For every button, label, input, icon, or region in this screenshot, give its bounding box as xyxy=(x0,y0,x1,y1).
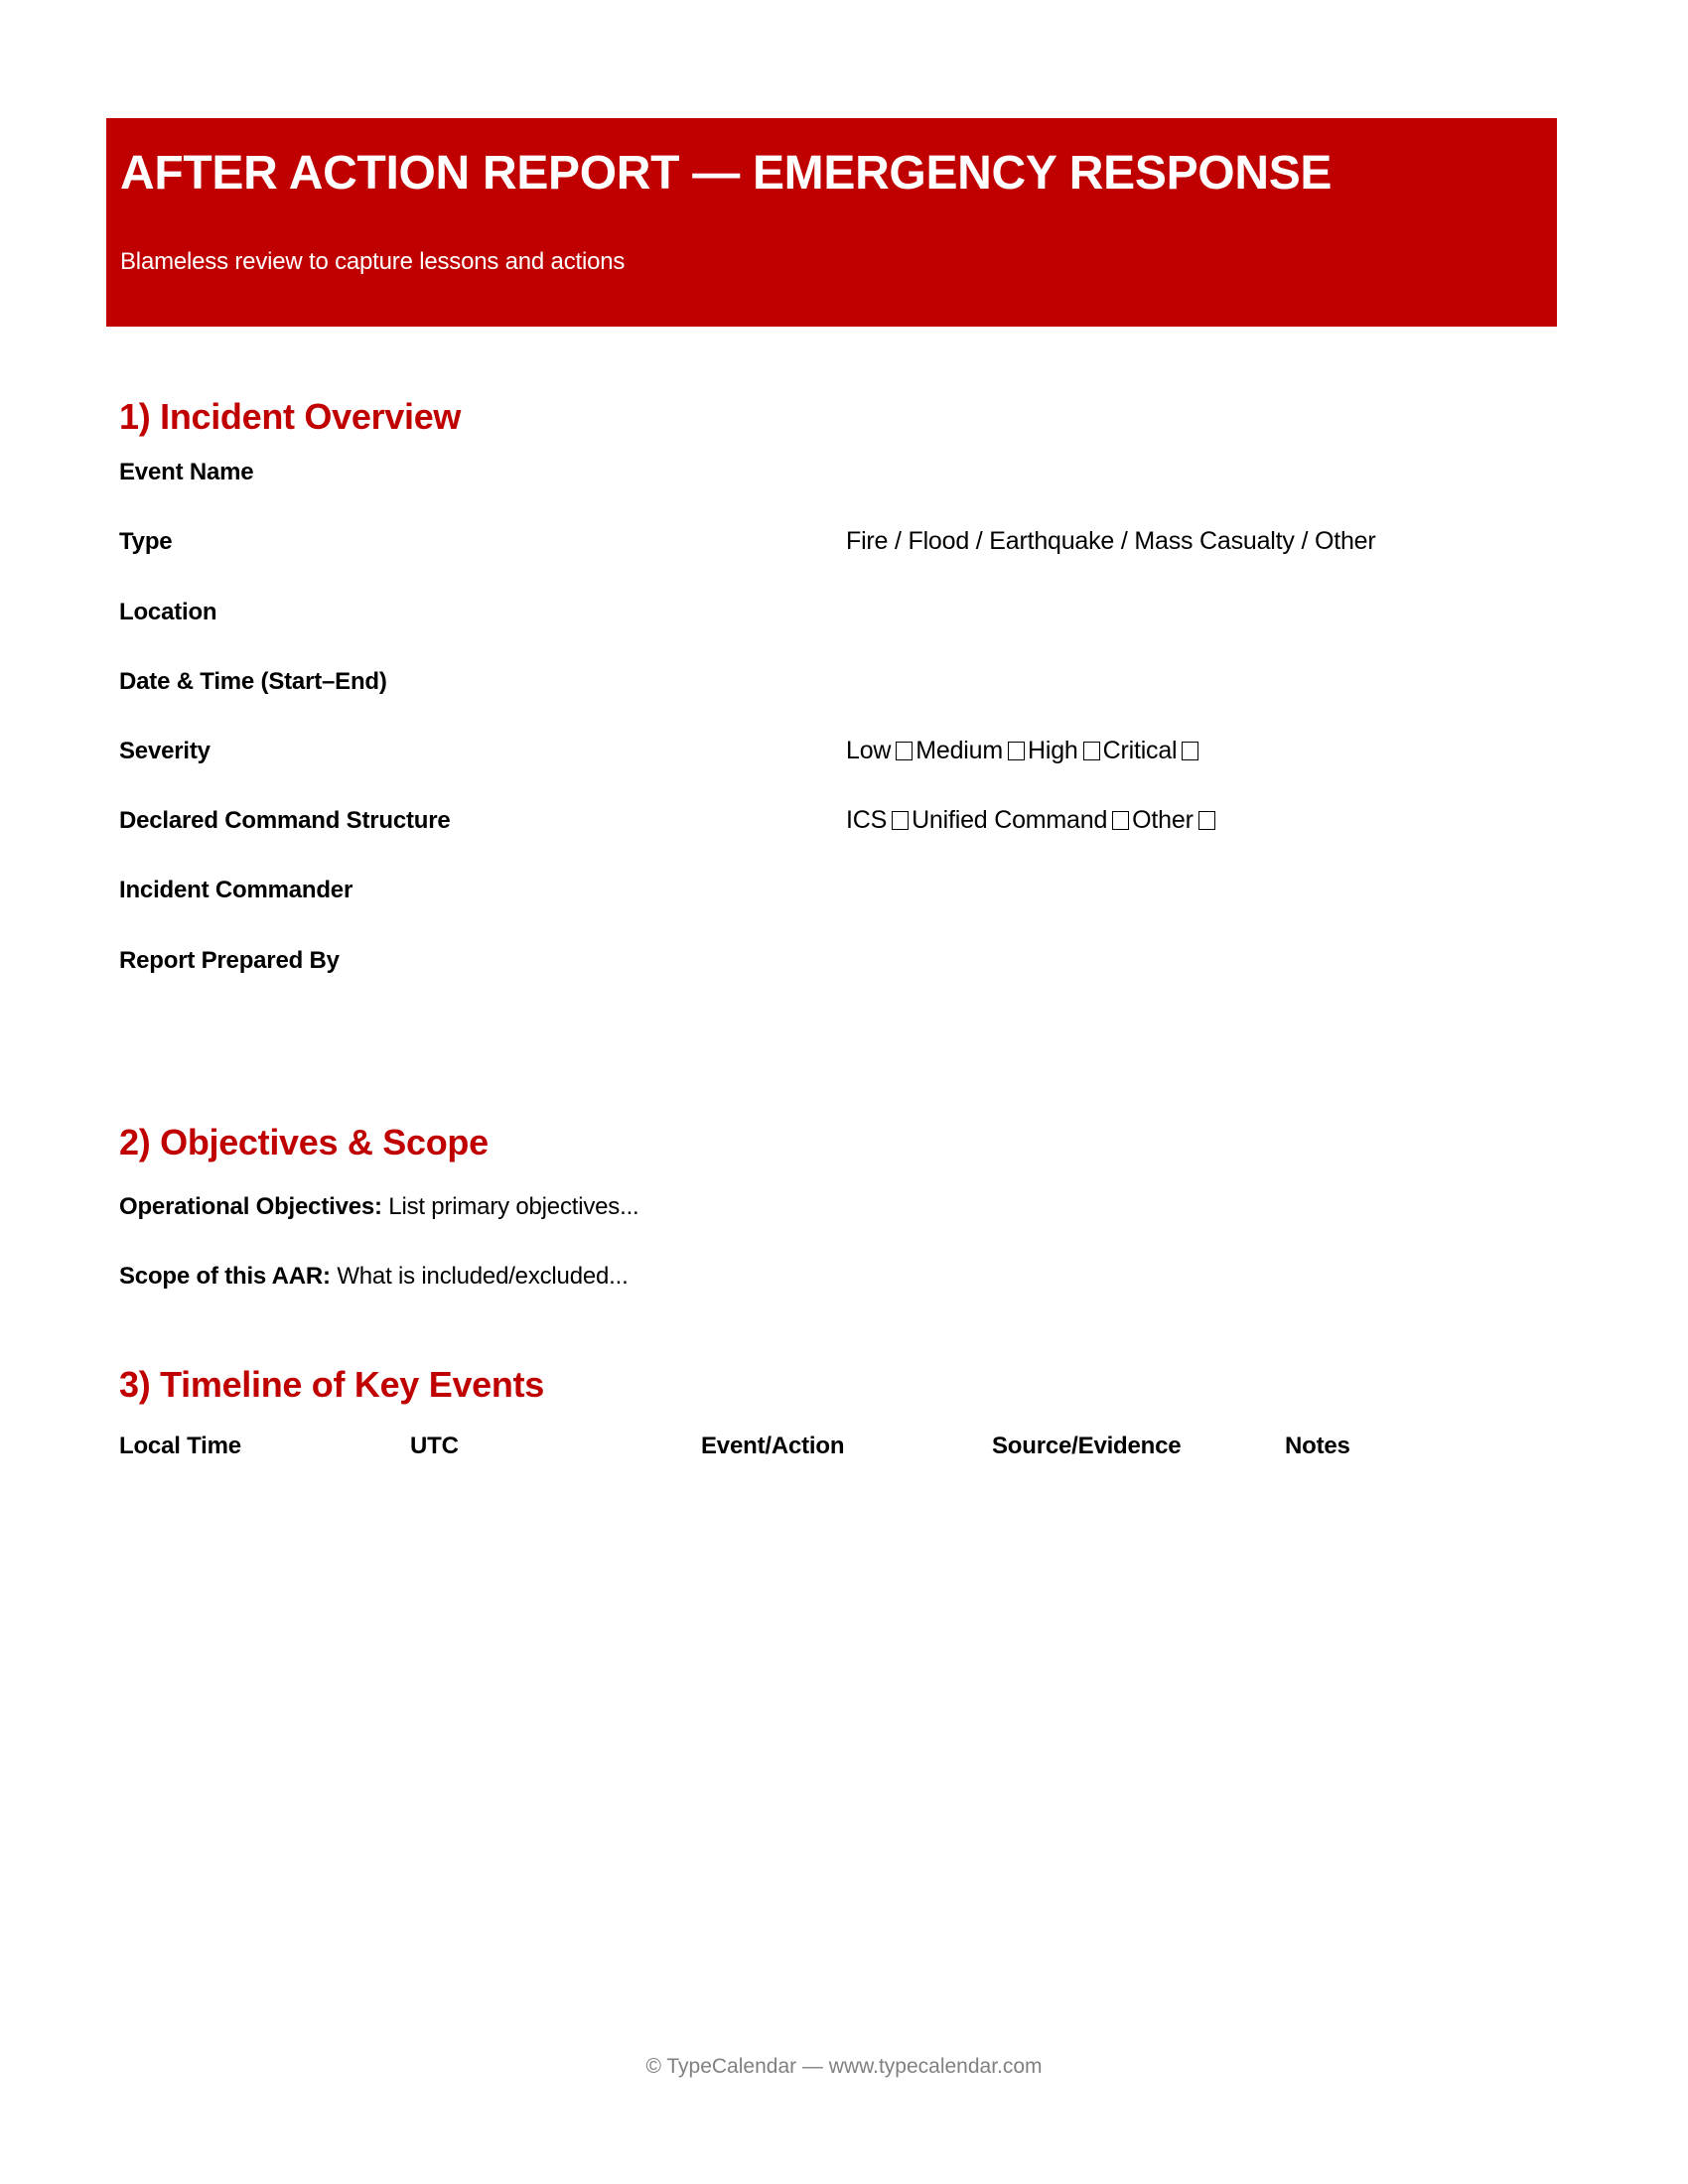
scope-line xyxy=(119,1263,629,1291)
field-label-incident-commander: Incident Commander xyxy=(119,877,353,903)
severity-low-checkbox[interactable] xyxy=(896,742,913,760)
operational-objectives-line xyxy=(119,1193,639,1221)
field-label-type: Type xyxy=(119,528,173,555)
command-option-ics-label: ICS xyxy=(846,806,888,834)
command-ics-checkbox[interactable] xyxy=(892,811,909,830)
operational-objectives-text[interactable]: List primary objectives... xyxy=(381,1193,639,1220)
report-subtitle: Blameless review to capture lessons and actions xyxy=(120,248,626,275)
field-label-date-time: Date & Time (Start–End) xyxy=(119,668,387,695)
command-unified-checkbox[interactable] xyxy=(1112,811,1129,830)
field-label-location: Location xyxy=(119,599,217,625)
timeline-col-local-time: Local Time xyxy=(119,1433,241,1459)
severity-option-high-label: High xyxy=(1027,737,1078,764)
report-title: AFTER ACTION REPORT — EMERGENCY RESPONSE xyxy=(120,147,1333,200)
timeline-col-notes: Notes xyxy=(1285,1433,1350,1459)
command-other-checkbox[interactable] xyxy=(1198,811,1215,830)
page-footer-copyright: © TypeCalendar — www.typecalendar.com xyxy=(645,2055,1043,2078)
command-structure-options xyxy=(846,806,1218,835)
field-label-event-name: Event Name xyxy=(119,459,254,485)
section-heading-timeline: 3) Timeline of Key Events xyxy=(119,1364,544,1405)
field-label-report-prepared-by: Report Prepared By xyxy=(119,947,340,974)
scope-text[interactable]: What is included/excluded... xyxy=(330,1263,629,1290)
severity-medium-checkbox[interactable] xyxy=(1008,742,1025,760)
timeline-col-event-action: Event/Action xyxy=(701,1433,845,1459)
severity-option-critical-label: Critical xyxy=(1102,737,1178,764)
timeline-col-utc: UTC xyxy=(410,1433,459,1459)
command-option-unified-label: Unified Command xyxy=(912,806,1108,834)
operational-objectives-label: Operational Objectives: xyxy=(119,1193,382,1220)
scope-label: Scope of this AAR: xyxy=(119,1263,331,1290)
severity-options xyxy=(846,737,1201,765)
severity-option-low-label: Low xyxy=(846,737,892,764)
section-heading-incident-overview: 1) Incident Overview xyxy=(119,396,462,437)
report-header-banner xyxy=(106,118,1557,327)
severity-critical-checkbox[interactable] xyxy=(1182,742,1198,760)
field-label-severity: Severity xyxy=(119,738,211,764)
severity-option-medium-label: Medium xyxy=(915,737,1003,764)
command-option-other-label: Other xyxy=(1132,806,1194,834)
timeline-col-source-evidence: Source/Evidence xyxy=(992,1433,1182,1459)
section-heading-objectives-scope: 2) Objectives & Scope xyxy=(119,1122,489,1162)
field-value-type[interactable]: Fire / Flood / Earthquake / Mass Casualty / Other xyxy=(846,527,1376,555)
severity-high-checkbox[interactable] xyxy=(1083,742,1100,760)
field-label-command-structure: Declared Command Structure xyxy=(119,807,451,834)
